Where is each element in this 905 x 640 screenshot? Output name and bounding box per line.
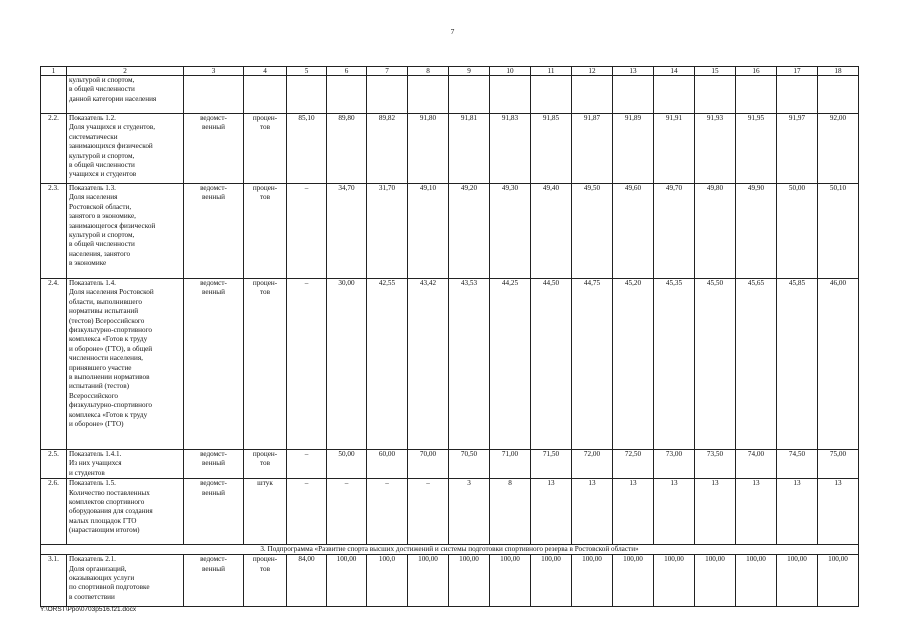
indicator-value: 45,65 bbox=[736, 279, 777, 450]
unit-of-measure: процен- тов bbox=[244, 279, 287, 450]
data-source: ведомст- венный bbox=[184, 184, 244, 279]
indicator-value: 100,00 bbox=[490, 555, 531, 607]
indicator-value: – bbox=[367, 479, 408, 545]
indicator-value: 49,90 bbox=[736, 184, 777, 279]
indicator-value: 45,50 bbox=[695, 279, 736, 450]
row-number: 2.3. bbox=[41, 184, 67, 279]
indicator-value: 74,00 bbox=[736, 450, 777, 479]
indicator-value: 13 bbox=[818, 479, 859, 545]
indicator-value: 3 bbox=[449, 479, 490, 545]
indicator-value: 100,00 bbox=[408, 555, 449, 607]
indicator-value: 13 bbox=[777, 479, 818, 545]
indicator-row bbox=[41, 479, 859, 545]
unit-of-measure: процен- тов bbox=[244, 555, 287, 607]
indicator-value: – bbox=[287, 184, 327, 279]
indicator-value: 85,10 bbox=[287, 114, 327, 184]
indicator-value: 42,55 bbox=[367, 279, 408, 450]
indicator-value: 100,00 bbox=[736, 555, 777, 607]
data-source: ведомст- венный bbox=[184, 114, 244, 184]
indicator-value: 100,00 bbox=[449, 555, 490, 607]
indicator-value: 72,50 bbox=[613, 450, 654, 479]
indicator-name: Показатель 2.1. Доля организаций, оказывающих услуги по спортивной подготовке в соответствии bbox=[67, 555, 184, 607]
indicator-value: 100,00 bbox=[572, 555, 613, 607]
indicator-value: 49,40 bbox=[531, 184, 572, 279]
indicator-value: 60,00 bbox=[367, 450, 408, 479]
indicator-value: 46,00 bbox=[818, 279, 859, 450]
indicator-value: 91,93 bbox=[695, 114, 736, 184]
indicator-row bbox=[41, 450, 859, 479]
indicators-table bbox=[40, 66, 859, 607]
indicator-value: 74,50 bbox=[777, 450, 818, 479]
indicator-value: 49,50 bbox=[572, 184, 613, 279]
indicator-value: 31,70 bbox=[367, 184, 408, 279]
unit-of-measure: процен- тов bbox=[244, 184, 287, 279]
indicator-value: 91,97 bbox=[777, 114, 818, 184]
indicator-value: 49,30 bbox=[490, 184, 531, 279]
column-header: 10 bbox=[490, 67, 531, 76]
indicator-value: 34,70 bbox=[327, 184, 367, 279]
indicator-value: 45,85 bbox=[777, 279, 818, 450]
indicator-name: Показатель 1.2. Доля учащихся и студентов, систематически занимающихся физической культурой и спортом, в общей численности учащихся и студентов bbox=[67, 114, 184, 184]
indicator-value: 49,80 bbox=[695, 184, 736, 279]
column-header: 2 bbox=[67, 67, 184, 76]
indicator-row bbox=[41, 555, 859, 607]
indicator-value: 91,80 bbox=[408, 114, 449, 184]
column-header: 11 bbox=[531, 67, 572, 76]
unit-of-measure: процен- тов bbox=[244, 114, 287, 184]
indicator-value: – bbox=[287, 479, 327, 545]
row-number: 3.1. bbox=[41, 555, 67, 607]
indicator-value: 50,00 bbox=[327, 450, 367, 479]
indicator-name: Показатель 1.4. Доля населения Ростовской области, выполнившего нормативы испытаний (тестов) Всероссийского физкультурно-спортивного комплекса «Готов к труду и обороне» (ГТО), в общей численности населения, принявшего участие в выполнении нормативов испытаний (тестов) Всероссийского физкультурно-спортивного комплекса «Готов к труду и обороне» (ГТО) bbox=[67, 279, 184, 450]
indicator-value: 50,10 bbox=[818, 184, 859, 279]
indicator-value: 13 bbox=[572, 479, 613, 545]
indicator-value: 91,85 bbox=[531, 114, 572, 184]
indicator-value: 91,91 bbox=[654, 114, 695, 184]
indicator-value: 100,00 bbox=[327, 555, 367, 607]
column-header: 15 bbox=[695, 67, 736, 76]
indicator-value: 100,00 bbox=[654, 555, 695, 607]
indicator-value: 72,00 bbox=[572, 450, 613, 479]
column-header: 13 bbox=[613, 67, 654, 76]
indicator-value: 44,50 bbox=[531, 279, 572, 450]
column-header: 9 bbox=[449, 67, 490, 76]
indicator-value: 8 bbox=[490, 479, 531, 545]
indicator-value: 44,25 bbox=[490, 279, 531, 450]
indicator-value: 45,35 bbox=[654, 279, 695, 450]
row-number: 2.6. bbox=[41, 479, 67, 545]
indicator-value: 13 bbox=[613, 479, 654, 545]
column-header: 14 bbox=[654, 67, 695, 76]
data-source: ведомст- венный bbox=[184, 555, 244, 607]
indicator-value: 45,20 bbox=[613, 279, 654, 450]
indicator-value: 49,60 bbox=[613, 184, 654, 279]
indicator-value: 91,95 bbox=[736, 114, 777, 184]
column-header: 4 bbox=[244, 67, 287, 76]
indicator-row bbox=[41, 114, 859, 184]
row-number: 2.2. bbox=[41, 114, 67, 184]
indicator-value: 89,82 bbox=[367, 114, 408, 184]
indicator-value: 73,00 bbox=[654, 450, 695, 479]
indicator-row bbox=[41, 184, 859, 279]
column-header: 7 bbox=[367, 67, 408, 76]
row-number: 2.4. bbox=[41, 279, 67, 450]
header-row bbox=[41, 67, 859, 76]
indicator-value: 49,10 bbox=[408, 184, 449, 279]
column-header: 16 bbox=[736, 67, 777, 76]
indicator-name: Показатель 1.5. Количество поставленных комплектов спортивного оборудования для создания малых площадок ГТО (нарастающим итогом) bbox=[67, 479, 184, 545]
indicator-value: 100,0 bbox=[367, 555, 408, 607]
page-number: 7 bbox=[450, 27, 455, 36]
column-header: 6 bbox=[327, 67, 367, 76]
indicator-value: 71,50 bbox=[531, 450, 572, 479]
indicator-value: 49,70 bbox=[654, 184, 695, 279]
data-source: ведомст- венный bbox=[184, 450, 244, 479]
unit-of-measure: процен- тов bbox=[244, 450, 287, 479]
indicator-value: 73,50 bbox=[695, 450, 736, 479]
indicator-value: 50,00 bbox=[777, 184, 818, 279]
column-header: 1 bbox=[41, 67, 67, 76]
indicator-value: 70,00 bbox=[408, 450, 449, 479]
indicator-value: 91,83 bbox=[490, 114, 531, 184]
indicator-value: 71,00 bbox=[490, 450, 531, 479]
indicator-value: 70,50 bbox=[449, 450, 490, 479]
indicator-value: 43,42 bbox=[408, 279, 449, 450]
indicator-name: Показатель 1.4.1. Из них учащихся и студентов bbox=[67, 450, 184, 479]
column-header: 12 bbox=[572, 67, 613, 76]
indicator-value: 30,00 bbox=[327, 279, 367, 450]
column-header: 3 bbox=[184, 67, 244, 76]
indicator-value: 43,53 bbox=[449, 279, 490, 450]
indicator-value: – bbox=[287, 279, 327, 450]
indicator-value: 100,00 bbox=[613, 555, 654, 607]
continuation-text: культурой и спортом, в общей численности данной категории населения bbox=[67, 76, 184, 114]
indicator-value: 91,81 bbox=[449, 114, 490, 184]
indicator-value: 100,00 bbox=[695, 555, 736, 607]
row-number: 2.5. bbox=[41, 450, 67, 479]
indicator-value: 13 bbox=[695, 479, 736, 545]
indicator-name: Показатель 1.3. Доля населения Ростовской области, занятого в экономике, занимающегося физической культурой и спортом, в общей численности населения, занятого в экономике bbox=[67, 184, 184, 279]
file-path-footer: Y:\ORST\Ppo\0703p516.f21.docx bbox=[40, 606, 137, 613]
column-header: 8 bbox=[408, 67, 449, 76]
indicator-value: 100,00 bbox=[531, 555, 572, 607]
data-source: ведомст- венный bbox=[184, 279, 244, 450]
indicator-value: – bbox=[408, 479, 449, 545]
indicator-value: 91,87 bbox=[572, 114, 613, 184]
unit-of-measure: штук bbox=[244, 479, 287, 545]
continuation-row bbox=[41, 76, 859, 114]
indicator-value: – bbox=[327, 479, 367, 545]
indicator-value: – bbox=[287, 450, 327, 479]
indicator-row bbox=[41, 279, 859, 450]
column-header: 17 bbox=[777, 67, 818, 76]
section-title: 3. Подпрограмма «Развитие спорта высших достижений и системы подготовки спортивного резерва в Ростовской области» bbox=[41, 545, 859, 555]
indicator-value: 84,00 bbox=[287, 555, 327, 607]
column-header: 5 bbox=[287, 67, 327, 76]
indicator-value: 75,00 bbox=[818, 450, 859, 479]
indicator-value: 44,75 bbox=[572, 279, 613, 450]
indicator-value: 89,80 bbox=[327, 114, 367, 184]
indicator-value: 91,89 bbox=[613, 114, 654, 184]
indicator-value: 13 bbox=[736, 479, 777, 545]
indicator-value: 92,00 bbox=[818, 114, 859, 184]
indicator-value: 13 bbox=[531, 479, 572, 545]
section-row bbox=[41, 545, 859, 555]
indicator-value: 13 bbox=[654, 479, 695, 545]
column-header: 18 bbox=[818, 67, 859, 76]
data-source: ведомст- венный bbox=[184, 479, 244, 545]
indicator-value: 100,00 bbox=[777, 555, 818, 607]
indicator-value: 49,20 bbox=[449, 184, 490, 279]
indicator-value: 100,00 bbox=[818, 555, 859, 607]
